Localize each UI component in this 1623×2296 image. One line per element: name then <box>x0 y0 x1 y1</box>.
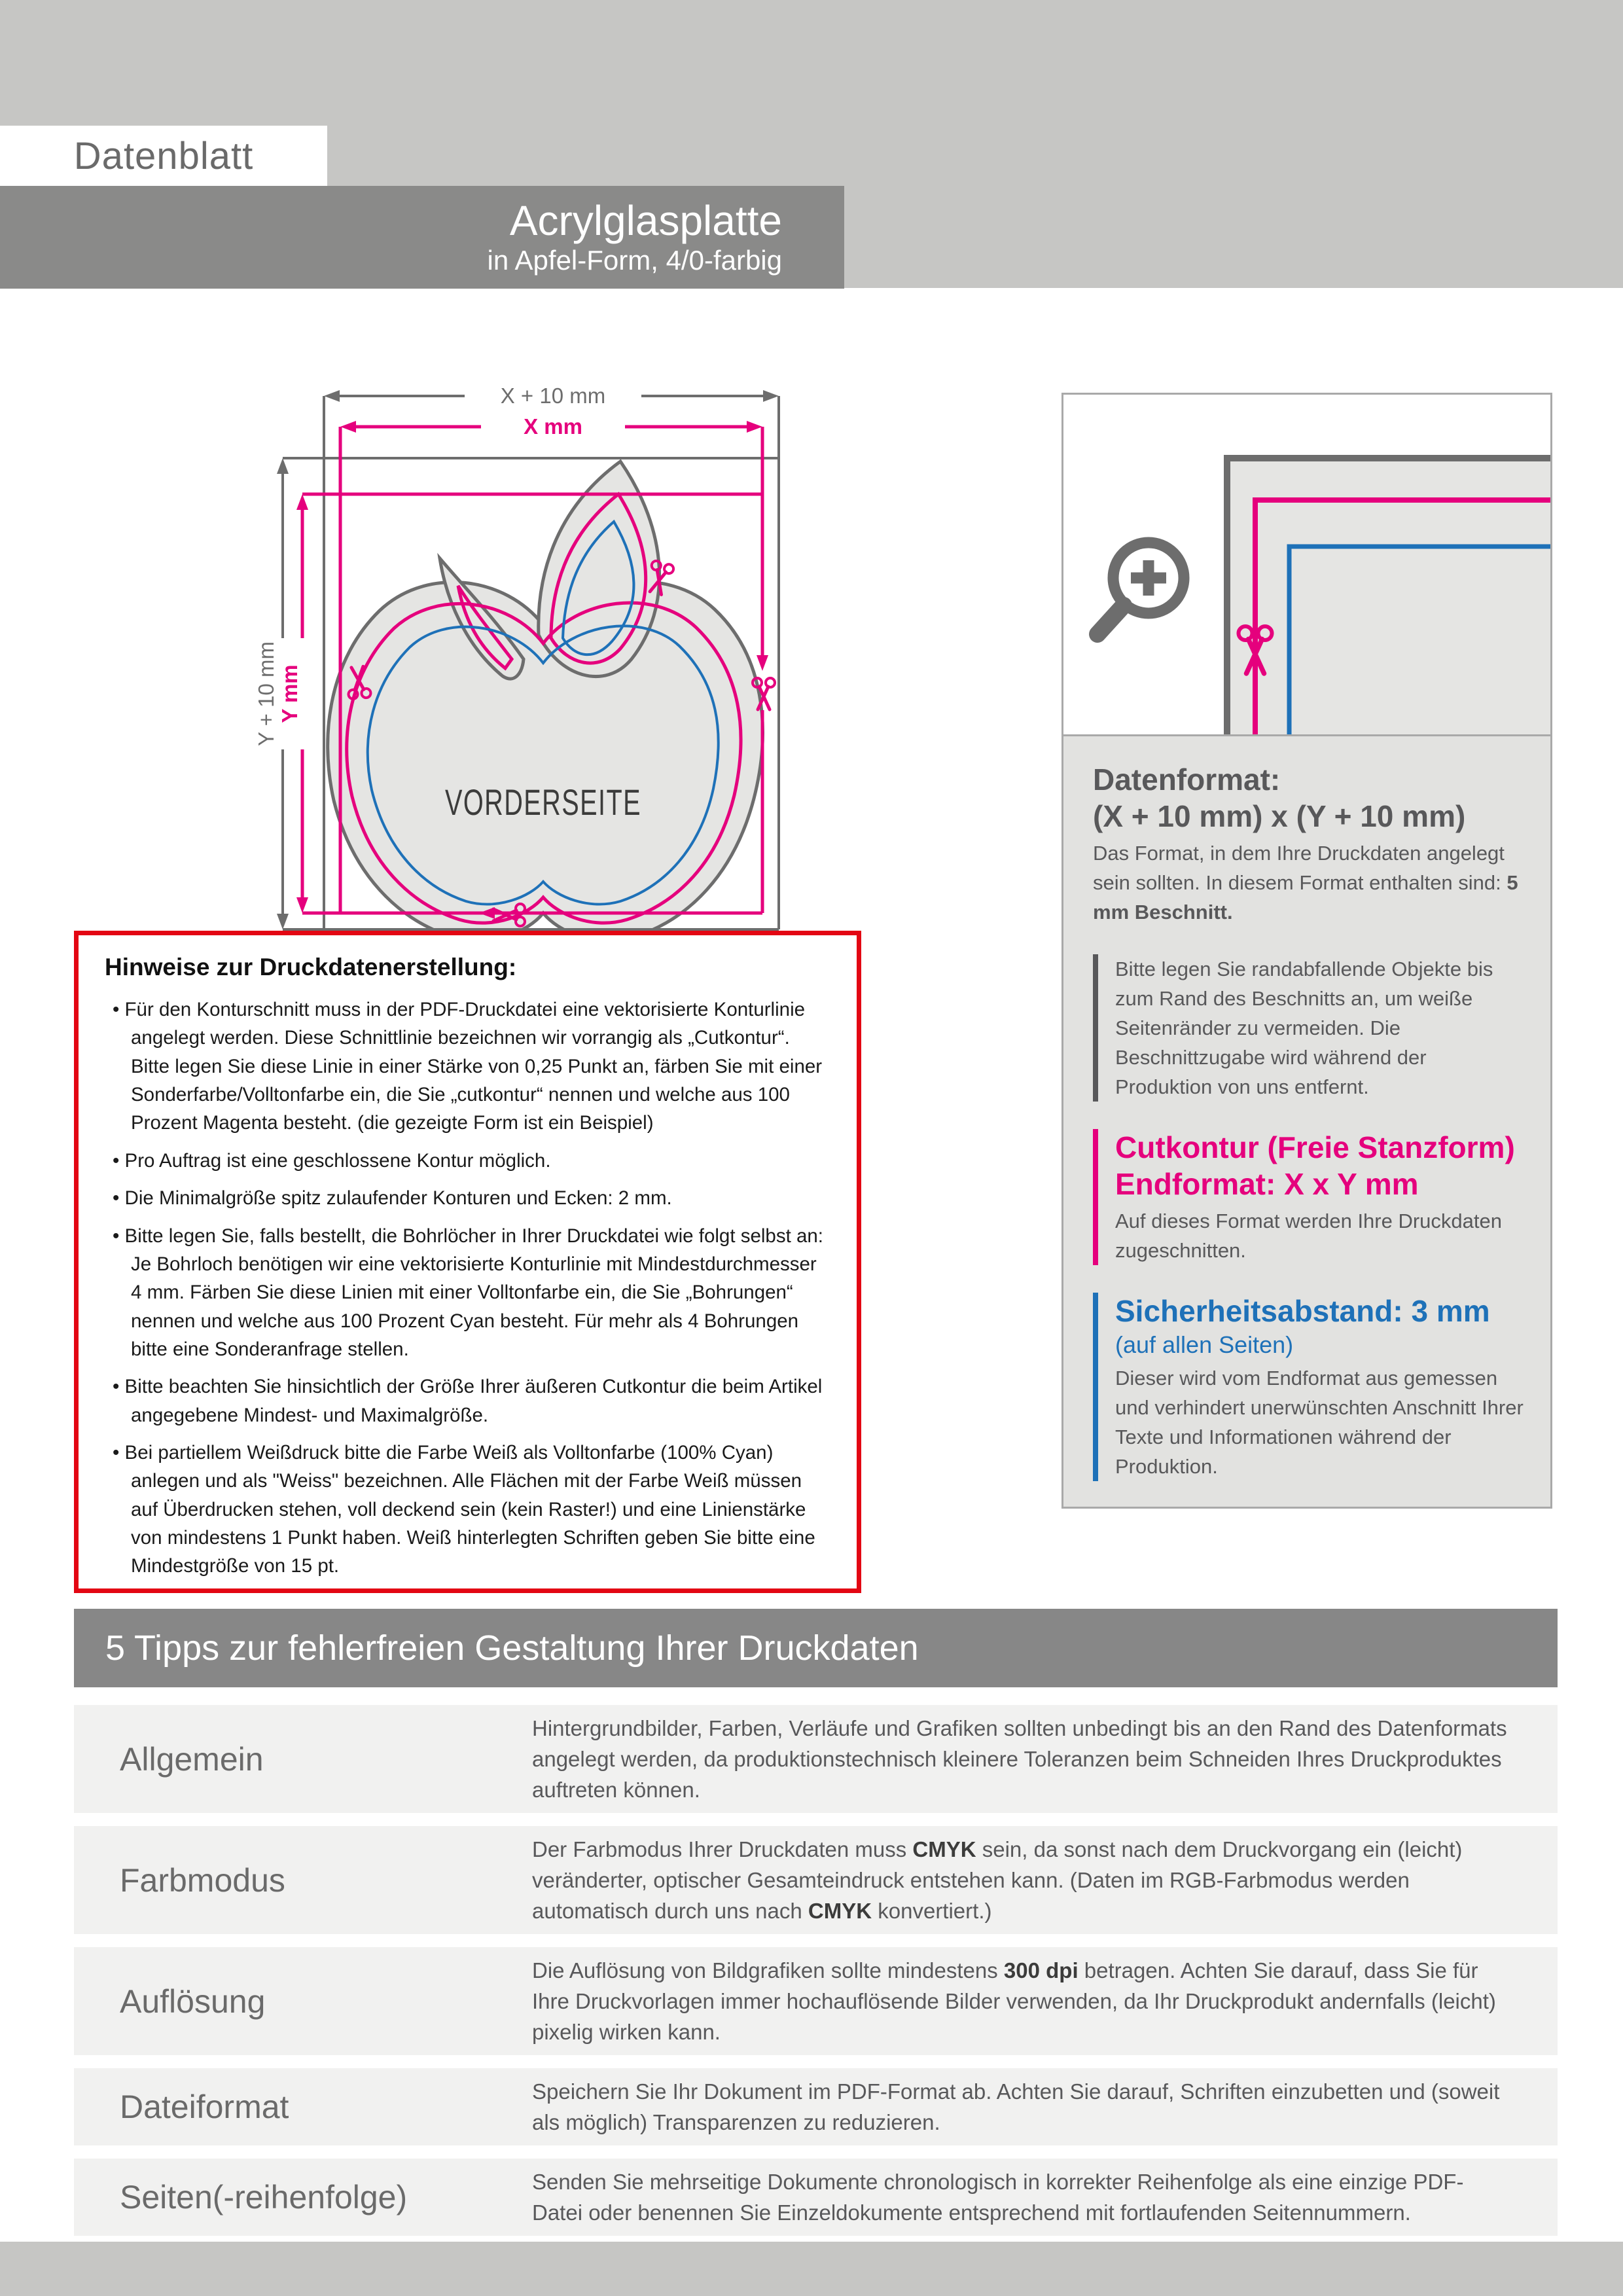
tip-row <box>74 2068 1558 2145</box>
hint-item: • Pro Auftrag ist eine geschlossene Kontur möglich. <box>113 1147 832 1175</box>
footer-band <box>0 2242 1623 2296</box>
datenformat-formula: (X + 10 mm) x (Y + 10 mm) <box>1093 799 1466 833</box>
safety-subtitle: (auf allen Seiten) <box>1115 1331 1294 1358</box>
title-band <box>0 186 844 289</box>
datenblatt-badge <box>0 126 327 186</box>
cutkontur-subtitle: Endformat: X x Y mm <box>1115 1167 1419 1201</box>
bleed-note-text: Bitte legen Sie randabfallende Objekte bis zum Rand des Beschnitts an, um weiße Seitenränder zu vermeiden. Die Beschnittzugabe wird während der Produktion von uns entfernt. <box>1115 958 1493 1098</box>
datenformat-title: Datenformat: <box>1093 762 1281 797</box>
tip-row <box>74 1705 1558 1813</box>
tip-text: Speichern Sie Ihr Dokument im PDF-Format ab. Achten Sie darauf, Schriften einzubetten und (soweit als möglich) Transparenzen zu reduzieren. <box>532 2079 1500 2134</box>
dim-y-outer-label: Y + 10 mm <box>254 641 278 746</box>
tip-label: Allgemein <box>120 1740 264 1778</box>
hint-item: • Bitte beachten Sie hinsichtlich der Größe Ihrer äußeren Cutkontur die beim Artikel angegebene Mindest- und Maximalgröße. <box>113 1372 832 1429</box>
front-side-label: VORDERSEITE <box>445 781 641 823</box>
datenformat-text: Das Format, in dem Ihre Druckdaten angelegt sein sollten. In diesem Format enthalten sind: 5 mm Beschnitt. <box>1093 842 1518 924</box>
dim-x-outer-label: X + 10 mm <box>500 384 606 408</box>
hints-title: Hinweise zur Druckdatenerstellung: <box>105 954 517 980</box>
tip-label: Farbmodus <box>120 1861 285 1899</box>
hint-item: • Die Minimalgröße spitz zulaufender Konturen und Ecken: 2 mm. <box>113 1184 832 1212</box>
tips-band <box>74 1609 1558 1687</box>
apple-bleed-shape <box>328 461 763 941</box>
zoom-icon <box>1097 543 1184 634</box>
hint-item: • Bei partiellem Weißdruck bitte die Farbe Weiß als Volltonfarbe (100% Cyan) anlegen und als "Weiss" bezeichnen. Alle Flächen mit der Farbe Weiß müssen auf Überdrucken stehen, voll deckend sein (kein Raster!) und eine Linienstärke von mindestens 1 Punkt haben. Weiß hinterlegten Schriften geben Sie bitte eine Mindestgröße von 15 pt. <box>113 1439 832 1581</box>
hint-item: • Für den Konturschnitt muss in der PDF-Druckdatei eine vektorisierte Konturlinie angelegt werden. Diese Schnittlinie bezeichnen wir vorrangig als „Cutkontur“. Bitte legen Sie diese Linie in einer Stärke von 0,25 Punkt an, färben Sie mit einer Sonderfarbe/Volltonfarbe ein, die Sie „cutkontur“ nennen und welche aus 100 Prozent Magenta besteht. (die gezeigte Form ist ein Beispiel) <box>113 996 832 1138</box>
dim-y-inner-label: Y mm <box>277 664 302 723</box>
safety-title: Sicherheitsabstand: 3 mm <box>1115 1294 1490 1328</box>
hints-list <box>105 996 832 1581</box>
apple-template-diagram <box>249 363 838 972</box>
tip-label: Seiten(-reihenfolge) <box>120 2179 408 2215</box>
tip-row <box>74 1947 1558 2055</box>
print-data-hints-box <box>74 931 861 1593</box>
tip-row <box>74 1826 1558 1934</box>
tip-label: Dateiformat <box>120 2089 289 2125</box>
dim-x-inner-label: X mm <box>524 414 582 439</box>
hint-item: • Bitte legen Sie, falls bestellt, die Bohrlöcher in Ihrer Druckdatei wie folgt selbst an: Je Bohrloch benötigen wir eine vektorisierte Konturlinie mit Mindestdurchmesser 4 mm. Färben Sie diese Linien mit einer Volltonfarbe ein, die Sie „Bohrungen“ nennen und welche aus 100 Prozent Cyan besteht. Für mehr als 4 Bohrungen bitte eine Sonderanfrage stellen. <box>113 1222 832 1364</box>
bleed-note-block <box>1093 954 1524 1102</box>
tip-text: Der Farbmodus Ihrer Druckdaten muss CMYK sein, da sonst nach dem Druckvorgang ein (leicht) veränderter, optischer Gesamteindruck entstehen kann. (Daten im RGB-Farbmodus werden automatisch durch uns nach CMYK konvertiert.) <box>532 1837 1463 1923</box>
cutkontur-title: Cutkontur (Freie Stanzform) <box>1115 1130 1515 1164</box>
safety-block <box>1093 1293 1524 1481</box>
cutkontur-block <box>1093 1129 1524 1265</box>
tip-text: Senden Sie mehrseitige Dokumente chronologisch in korrekter Reihenfolge als eine einzige PDF-Datei oder benennen Sie Einzeldokumente entsprechend mit fortlaufenden Seitennummern. <box>532 2170 1464 2225</box>
tips-rows <box>74 1705 1558 2249</box>
corner-detail-box <box>1061 393 1552 736</box>
format-info-panel <box>1061 736 1552 1509</box>
corner-detail-diagram <box>1063 395 1550 734</box>
safety-text: Dieser wird vom Endformat aus gemessen und verhindert unerwünschten Anschnitt Ihrer Texte und Informationen während der Produktion. <box>1115 1367 1524 1478</box>
tips-band-title: 5 Tipps zur fehlerfreien Gestaltung Ihrer Druckdaten <box>105 1628 919 1668</box>
product-subtitle: in Apfel-Form, 4/0-farbig <box>487 244 782 276</box>
datenblatt-label: Datenblatt <box>73 134 254 177</box>
tip-label: Auflösung <box>120 1982 266 2020</box>
tip-row <box>74 2159 1558 2236</box>
cutkontur-text: Auf dieses Format werden Ihre Druckdaten zugeschnitten. <box>1115 1210 1502 1262</box>
tip-text: Die Auflösung von Bildgrafiken sollte mindestens 300 dpi betragen. Achten Sie darauf, dass Sie für Ihre Druckvorlagen immer hochauflösende Bilder verwenden, da Ihr Druckprodukt andernfalls (leicht) pixelig wirken kann. <box>532 1958 1496 2044</box>
tip-text: Hintergrundbilder, Farben, Verläufe und Grafiken sollten unbedingt bis an den Rand des Datenformats angelegt werden, da produktionstechnisch kleinere Toleranzen beim Schneiden Ihres Druckproduktes auftreten können. <box>532 1716 1507 1802</box>
product-title: Acrylglasplatte <box>509 196 782 244</box>
